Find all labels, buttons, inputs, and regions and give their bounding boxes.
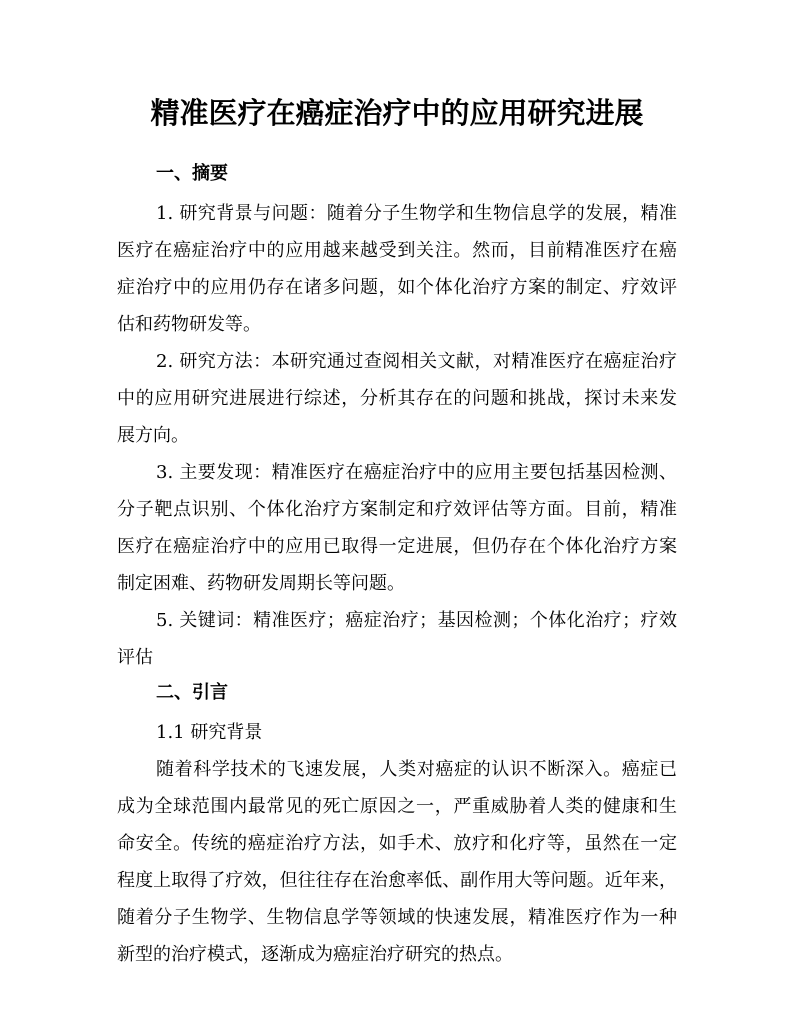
text-line: 医疗在癌症治疗中的应用越来越受到关注。然而，目前精准医疗在癌 <box>117 240 677 261</box>
text-line: 随着科学技术的飞速发展，人类对癌症的认识不断深入。癌症已 <box>156 759 677 780</box>
abstract-paragraph-background <box>117 195 677 343</box>
text-line: 2. 研究方法：本研究通过查阅相关文献，对精准医疗在癌症治疗 <box>156 351 677 372</box>
document-title: 精准医疗在癌症治疗中的应用研究进展 <box>150 96 644 130</box>
section-heading-abstract: 一、摘要 <box>156 163 228 184</box>
document-page <box>117 92 677 973</box>
text-line: 制定困难、药物研发周期长等问题。 <box>117 573 405 594</box>
abstract-paragraph-findings <box>117 454 677 602</box>
abstract-paragraph-keywords <box>117 602 677 676</box>
section-introduction <box>117 676 677 973</box>
text-line: 5. 关键词：精准医疗；癌症治疗；基因检测；个体化治疗；疗效 <box>156 610 677 631</box>
section-abstract <box>117 157 677 676</box>
text-line: 症治疗中的应用仍存在诸多问题，如个体化治疗方案的制定、疗效评 <box>117 277 677 298</box>
text-line: 成为全球范围内最常见的死亡原因之一，严重威胁着人类的健康和生 <box>117 796 677 817</box>
text-line: 中的应用研究进展进行综述，分析其存在的问题和挑战，探讨未来发 <box>117 388 677 409</box>
text-line: 新型的治疗模式，逐渐成为癌症治疗研究的热点。 <box>117 944 513 965</box>
text-line: 3. 主要发现：精准医疗在癌症治疗中的应用主要包括基因检测、 <box>156 462 677 483</box>
text-line: 评估 <box>117 647 153 668</box>
section-heading-introduction: 二、引言 <box>156 682 228 703</box>
subsection-heading-background: 1.1 研究背景 <box>156 722 263 743</box>
text-line: 展方向。 <box>117 425 189 446</box>
text-line: 程度上取得了疗效，但往往存在治愈率低、副作用大等问题。近年来， <box>117 870 677 891</box>
abstract-paragraph-methods <box>117 343 677 454</box>
text-line: 医疗在癌症治疗中的应用已取得一定进展，但仍存在个体化治疗方案 <box>117 536 677 557</box>
introduction-paragraph <box>117 751 677 973</box>
text-line: 估和药物研发等。 <box>117 314 261 335</box>
text-line: 分子靶点识别、个体化治疗方案制定和疗效评估等方面。目前，精准 <box>117 499 677 520</box>
text-line: 1. 研究背景与问题：随着分子生物学和生物信息学的发展，精准 <box>156 203 677 224</box>
text-line: 随着分子生物学、生物信息学等领域的快速发展，精准医疗作为一种 <box>117 907 677 928</box>
text-line: 命安全。传统的癌症治疗方法，如手术、放疗和化疗等，虽然在一定 <box>117 833 677 854</box>
